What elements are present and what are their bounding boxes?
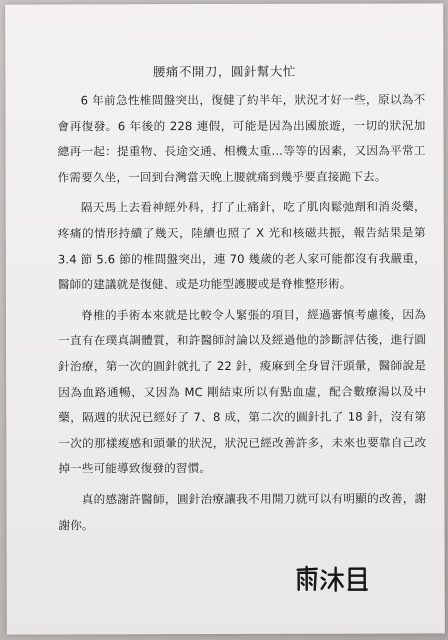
paragraph-1: 6 年前急性椎間盤突出，復健了約半年，狀況才好一些，原以為不會再復發。6 年後的 228 連假，可能是因為出國旅遊，一切的狀況加總再一起：提重物、長途交通、相機太重…等等的因素，又因為平常工作需要久坐，一回到台灣當天晚上腰就痛到幾乎要直接跪下去。: [57, 92, 426, 185]
letter-body: [57, 87, 426, 543]
paragraph-4: 真的感謝許醫師，圓針治療讓我不用開刀就可以有明顯的改善，謝謝你。: [58, 491, 427, 532]
letter-title: 腰痛不開刀，圓針幫大忙: [152, 63, 296, 80]
paragraph-2: 隔天馬上去看神經外科，打了止痛針，吃了肌肉鬆弛劑和消炎藥，疼痛的情形持續了幾天，陸續也照了 X 光和核磁共振，報告結果是第 3.4 節 5.6 節的椎間盤突出，連 70 幾歲的老人家可能都沒有我嚴重，醫師的建議就是復健、或是功能型護腰或是脊椎整形術。: [57, 199, 426, 292]
paragraph-3: 脊椎的手術本來就是比較令人緊張的項目，經過審慎考慮後，因為一直有在璞真調體質，和許醫師討論以及經過他的診斷評估後，進行圓針治療，第一次的圓針就扎了 22 針，痠麻到全身冒汗頭暈，醫師說是因為血路通暢，又因為 MC 剛結束所以有點血虛，配合數療湯以及中藥，隔週的狀況已經好了 7、8 成，第二次的圓針扎了 18 針，沒有第一次的那樣痠感和頭暈的狀況，狀況已經改善許多，未來也要靠自己改掉一些可能導致復發的習慣。: [58, 307, 427, 476]
handwritten-signature: [295, 564, 375, 594]
letter-paper: [5, 3, 445, 634]
